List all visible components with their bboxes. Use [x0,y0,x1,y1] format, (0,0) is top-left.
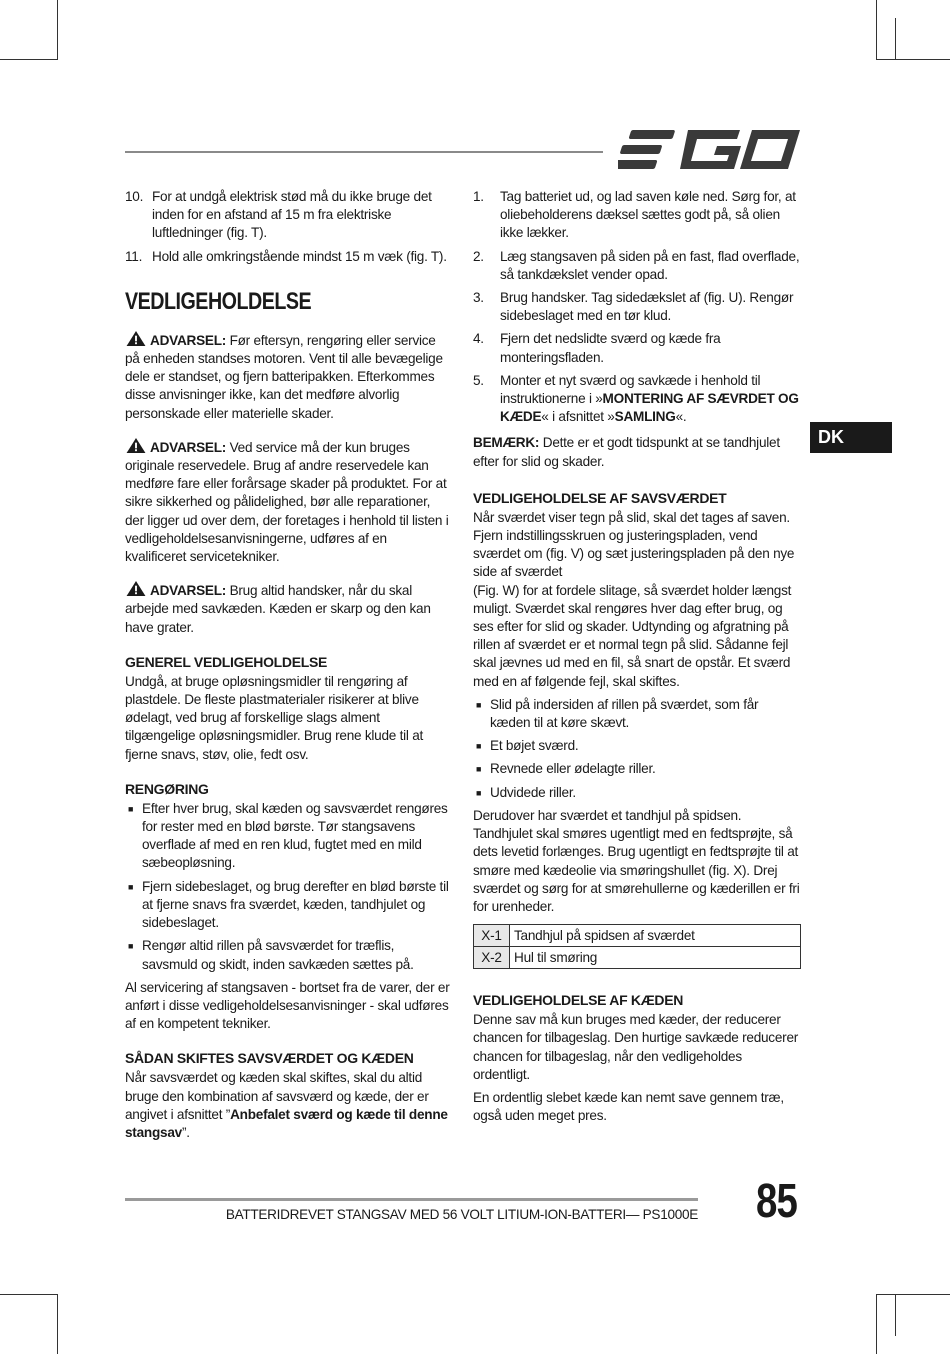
warning-triangle-icon [125,580,147,597]
note-block [473,434,801,470]
bullet-item [125,878,451,933]
language-tab: DK [810,422,892,453]
subheading-replace: SÅDAN SKIFTES SAVSVÆRDET OG KÆDEN [125,1050,414,1067]
crop-mark [876,1294,950,1295]
bullet-item [473,737,801,755]
bold-reference: SAMLING [614,409,676,425]
table-cell-value: Hul til smøring [510,947,801,969]
step-text: Brug handsker. Tag sidedækslet af (fig. U). Rengør sidebeslaget med en tør klud. [500,290,794,324]
bullet-item [473,760,801,778]
bullet-text: Et bøjet sværd. [490,738,579,754]
bullet-text: Udvidede riller. [490,784,576,800]
crop-mark [895,18,896,59]
page-number: 85 [756,1175,798,1228]
bullet-item [473,696,801,732]
bullet-item [125,800,451,873]
subheading-chain: VEDLIGEHOLDELSE AF KÆDEN [473,992,684,1009]
warning-text: Brug altid handsker, når du skal arbejde med savkæden. Kæden er skarp og den kan have grater. [125,583,431,635]
step-item [473,289,801,325]
text-segment: « i afsnittet » [541,409,615,425]
step-item [473,248,801,284]
note-text: Dette er et godt tidspunkt at se tandhjulet efter for slid og skader. [473,435,780,469]
crop-mark [0,1294,58,1295]
subheading-cleaning: RENGØRING [125,780,209,797]
bullet-text: Fjern sidebeslaget, og brug derefter en blød børste til at fjerne snavs fra sværdet, kæden, tandhjulet og sidebeslaget. [142,878,449,931]
bullet-square-icon: ■ [476,787,482,798]
bullet-square-icon: ■ [476,741,482,752]
bullet-item [473,784,801,802]
paragraph: Derudover har sværdet et tandhjul på spidsen. Tandhjulet skal smøres ugentligt med en fedtsprøjte, så dets levetid forlænges. Brug ugentligt en fedtsprøjte til at smøre med kædeolie via smøringshullet (fig. X). Drej sværdet og sørg for at smørehullerne og kæderillen er fri for urenheder. [473,807,800,914]
step-item [473,330,801,366]
item-text: For at undgå elektrisk stød må du ikke bruge det inden for en afstand af 15 m fra elektriske luftledninger (fig. T). [152,189,432,241]
text-segment: «. [675,409,687,425]
bullet-text: Efter hver brug, skal kæden og savsværdet rengøres for rester med en blød børste. Tør stangsavens overflade af med en ren klud, fugtet med en mild sæbeopløsning. [142,800,448,871]
warning-label: ADVARSEL: [150,583,227,599]
warning-label: ADVARSEL: [150,332,227,348]
section-heading: VEDLIGEHOLDELSE [125,287,312,315]
crop-mark [895,1295,896,1336]
text-segment: ”. [181,1124,190,1140]
bullet-square-icon: ■ [128,803,134,814]
bullet-text: Revnede eller ødelagte riller. [490,761,656,777]
note-label: BEMÆRK: [473,435,540,451]
footer-rule [125,1198,698,1201]
list-item [125,188,451,243]
warning-triangle-icon [125,437,147,454]
paragraph: Al servicering af stangsaven - bortset fra de varer, der er anført i disse vedligeholdelsesanvisninger - skal udføres af en kompetent tekniker. [125,979,450,1032]
paragraph [125,1069,451,1142]
item-number: 11. [125,248,143,264]
crop-mark [876,59,950,60]
item-text: Hold alle omkringstående mindst 15 m væk (fig. T). [152,248,447,264]
ego-logo [618,128,800,172]
header-rule [125,151,603,153]
bold-reference: Anbefalet sværd og kæde til denne stangsav [125,1106,448,1140]
table-cell-key: X-2 [474,947,510,969]
text-segment: Monter et nyt sværd og savkæde i henhold til instruktionerne i » [500,372,761,407]
bullet-square-icon: ■ [128,941,134,952]
step-number: 1. [473,189,484,204]
step-text: Læg stangsaven på siden på en fast, flad overflade, så tankdækslet vender opad. [500,248,800,282]
step-number: 5. [473,372,484,388]
subheading-general: GENEREL VEDLIGEHOLDELSE [125,653,328,670]
table-row [474,947,801,969]
paragraph: Denne sav må kun bruges med kæder, der reducerer chancen for tilbageslag. Den hurtige savkæde reducerer chancen for tilbageslag, når den vedligeholdes ordentligt. [473,1012,799,1082]
bullet-square-icon: ■ [476,699,482,710]
crop-mark [876,1294,877,1354]
paragraph: Når sværdet viser tegn på slid, skal det tages af saven. Fjern indstillingsskruen og justeringspladen, vend sværdet om (fig. V) og sæt justeringspladen på den nye side af sværdet [473,509,795,580]
bullet-square-icon: ■ [128,881,134,892]
figure-legend-table [473,924,801,969]
table-cell-key: X-1 [474,925,510,947]
bullet-text: Slid på indersiden af rillen på sværdet, som får kæden til at køre skævt. [490,696,759,731]
step-text: Tag batteriet ud, og lad saven køle ned. Sørg for, at oliebeholderens dæksel sættes godt på, så olien ikke lækker. [500,189,796,241]
table-row [474,925,801,947]
right-column [473,188,801,1130]
bullet-square-icon: ■ [476,764,482,775]
step-item [473,188,801,243]
bold-reference: MONTERING AF SÆVRDET OG KÆDE [500,391,799,425]
step-number: 2. [473,248,484,264]
crop-mark [0,59,58,60]
text-segment: Når savsværdet og kæden skal skiftes, skal du altid bruge den kombination af savsværd og kæde, der er angivet i afsnittet ” [125,1070,429,1122]
warning-text: Ved service må der kun bruges originale reservedele. Brug af andre reservedele kan medføre fare eller forårsage skader på produktet. For at sikre sikkerhed og pålidelighed, bør alle reparationer, der ligger ud over dem, der foretages i henhold til listen i vedligeholdelsesanvisningerne, udføres af en kvalificeret servicetekniker. [125,439,449,565]
list-item [125,248,451,266]
crop-mark [876,0,877,60]
paragraph: En ordentlig slebet kæde kan nemt save gennem træ, også uden meget pres. [473,1089,784,1124]
crop-mark [57,0,58,60]
left-column [125,188,451,1147]
warning-label: ADVARSEL: [150,439,227,455]
table-cell-value: Tandhjul på spidsen af sværdet [510,925,801,947]
bullet-text: Rengør altid rillen på savsværdet for træflis, savsmuld og skidt, inden savkæden sættes på. [142,938,414,972]
warning-triangle-icon [125,330,147,347]
paragraph: (Fig. W) for at fordele slitage, så sværdet holder længst muligt. Sværdet skal rengøres hver dag efter brug, og ses efter for slid og skader. Udtynding og afgratning på rillen af sværdet er et normal tegn på slid. Sådanne fejl skal jævnes ud med en fil, så snart de opstår. Et sværd med en af følgende fejl, skal skiftes. [473,582,792,689]
step-item [473,372,801,427]
warning-block [125,437,451,566]
warning-text: Før eftersyn, rengøring eller service på enheden standses motoren. Vent til alle bevægelige dele er standset, og fjern batteripakken. Efterkommes disse anvisninger ikke, kan det medføre alvorlig personskade eller materielle skader. [125,332,443,421]
step-number: 3. [473,290,484,306]
warning-block [125,330,451,423]
step-text [500,372,801,427]
crop-mark [57,1294,58,1354]
subheading-bar: VEDLIGEHOLDELSE AF SAVSVÆRDET [473,489,727,506]
footer-title: BATTERIDREVET STANGSAV MED 56 VOLT LITIUM-ION-BATTERI— PS1000E [225,1207,698,1222]
bullet-item [125,937,451,973]
step-number: 4. [473,331,484,347]
paragraph: Undgå, at bruge opløsningsmidler til rengøring af plastdele. De fleste plastmaterialer risikerer at blive ødelagt, ved brug af forskellige slags alment tilgængelige opløsningsmidler. Brug rene klude til at fjerne snavs, støv, olie, fedt osv. [125,673,424,762]
item-number: 10. [125,189,144,204]
warning-block [125,580,451,637]
step-text: Fjern det nedslidte sværd og kæde fra monteringsfladen. [500,331,721,365]
